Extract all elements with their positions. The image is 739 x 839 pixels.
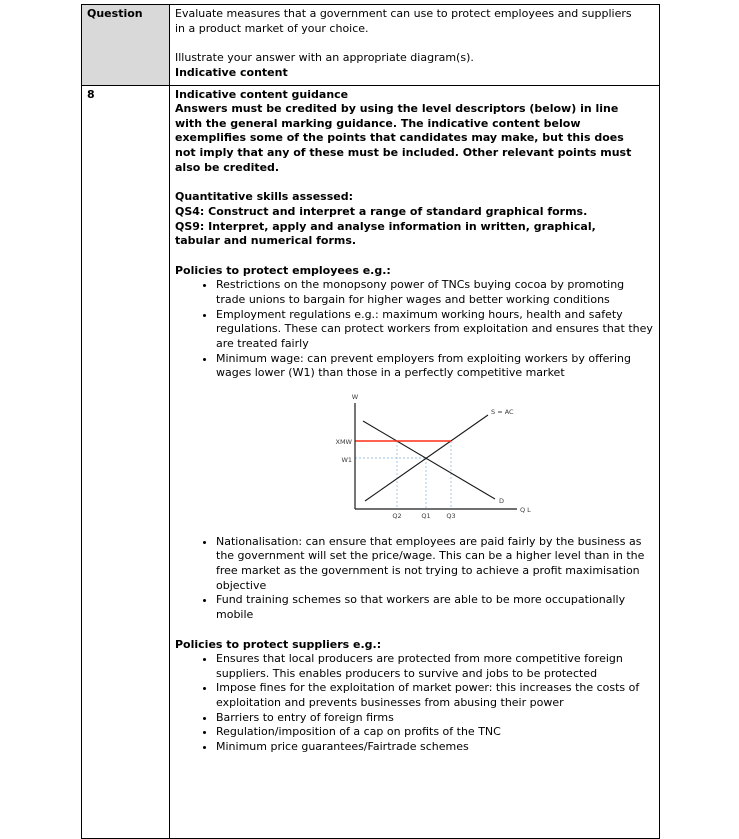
bullet-item: • Restrictions on the monopsony power of TNCs buying cocoa by promoting trade unions to bargain for higher wages and better working conditions: [216, 278, 654, 307]
suppliers-policies-title: Policies to protect suppliers e.g.:: [175, 637, 382, 651]
quant-skills-title: Quantitative skills assessed:: [175, 190, 353, 204]
bullet-item: • Minimum price guarantees/Fairtrade schemes: [216, 740, 654, 755]
qs4-text: QS4: Construct and interpret a range of standard graphical forms.: [175, 204, 588, 218]
question-number-cell: 8: [82, 85, 170, 839]
y-axis-label: W: [351, 392, 359, 401]
x-axis-label: Q L: [520, 505, 531, 514]
q2-label: Q2: [392, 511, 402, 520]
bullet-item: • Impose fines for the exploitation of market power: this increases the costs of exploitation and prevents businesses from abusing their power: [216, 681, 654, 710]
minimum-wage-diagram: [325, 389, 537, 529]
bullet-item: • Fund training schemes so that workers are able to be more occupationally mobile: [216, 593, 654, 622]
bullet-item: • Nationalisation: can ensure that employees are paid fairly by the business as the government will set the price/wage. This can be a higher level than in the free market as the government is not trying to achieve a profit maximisation objective: [216, 535, 654, 594]
employees-bullet-list-continued: [175, 535, 654, 623]
bullet-item: • Ensures that local producers are protected from more competitive foreign suppliers. This enables producers to survive and jobs to be protected: [216, 652, 654, 681]
bullet-item: • Regulation/imposition of a cap on profits of the TNC: [216, 725, 654, 740]
diagram-container: [325, 389, 654, 529]
question-header-cell: Question: [82, 5, 170, 86]
demand-label: D: [499, 496, 505, 505]
guidance-title: Indicative content guidance: [175, 87, 349, 101]
suppliers-bullet-list: [175, 652, 654, 754]
q3-label: Q3: [446, 511, 456, 520]
min-wage-label: XMW: [335, 437, 352, 446]
q1-label: Q1: [421, 511, 431, 520]
bullet-item: • Barriers to entry of foreign firms: [216, 711, 654, 726]
demand-line: [363, 421, 495, 499]
mark-scheme-table: [81, 4, 660, 839]
indicative-content-heading: Indicative content: [175, 65, 288, 79]
employees-policies-title: Policies to protect employees e.g.:: [175, 263, 391, 277]
answer-row: [82, 85, 660, 839]
employees-bullet-list: [175, 278, 654, 380]
supply-label: S = AC: [491, 407, 514, 416]
bullet-item: • Minimum wage: can prevent employers from exploiting workers by offering wages lower (W1) than those in a perfectly competitive market: [216, 352, 654, 381]
spacer: [175, 623, 654, 638]
guidance-body: Answers must be credited by using the level descriptors (below) in line with the general marking guidance. The indicative content below exemplifies some of the points that candidates may make, but this does not imply that any of these must be included. Other relevant points must also be credited.: [175, 102, 632, 174]
question-row: [82, 5, 660, 86]
spacer: [175, 249, 654, 264]
spacer: [175, 36, 654, 51]
spacer: [175, 175, 654, 190]
answer-content-cell: [170, 85, 660, 839]
bullet-item: • Employment regulations e.g.: maximum working hours, health and safety regulations. These can protect workers from exploitation and ensures that they are treated fairly: [216, 308, 654, 352]
w1-label: W1: [341, 455, 352, 464]
illustrate-text: Illustrate your answer with an appropriate diagram(s).: [175, 51, 474, 65]
qs9-text: QS9: Interpret, apply and analyse information in written, graphical, tabular and numerical forms.: [175, 219, 596, 248]
question-content-cell: [170, 5, 660, 86]
question-text: Evaluate measures that a government can use to protect employees and suppliers in a product market of your choice.: [175, 7, 632, 35]
